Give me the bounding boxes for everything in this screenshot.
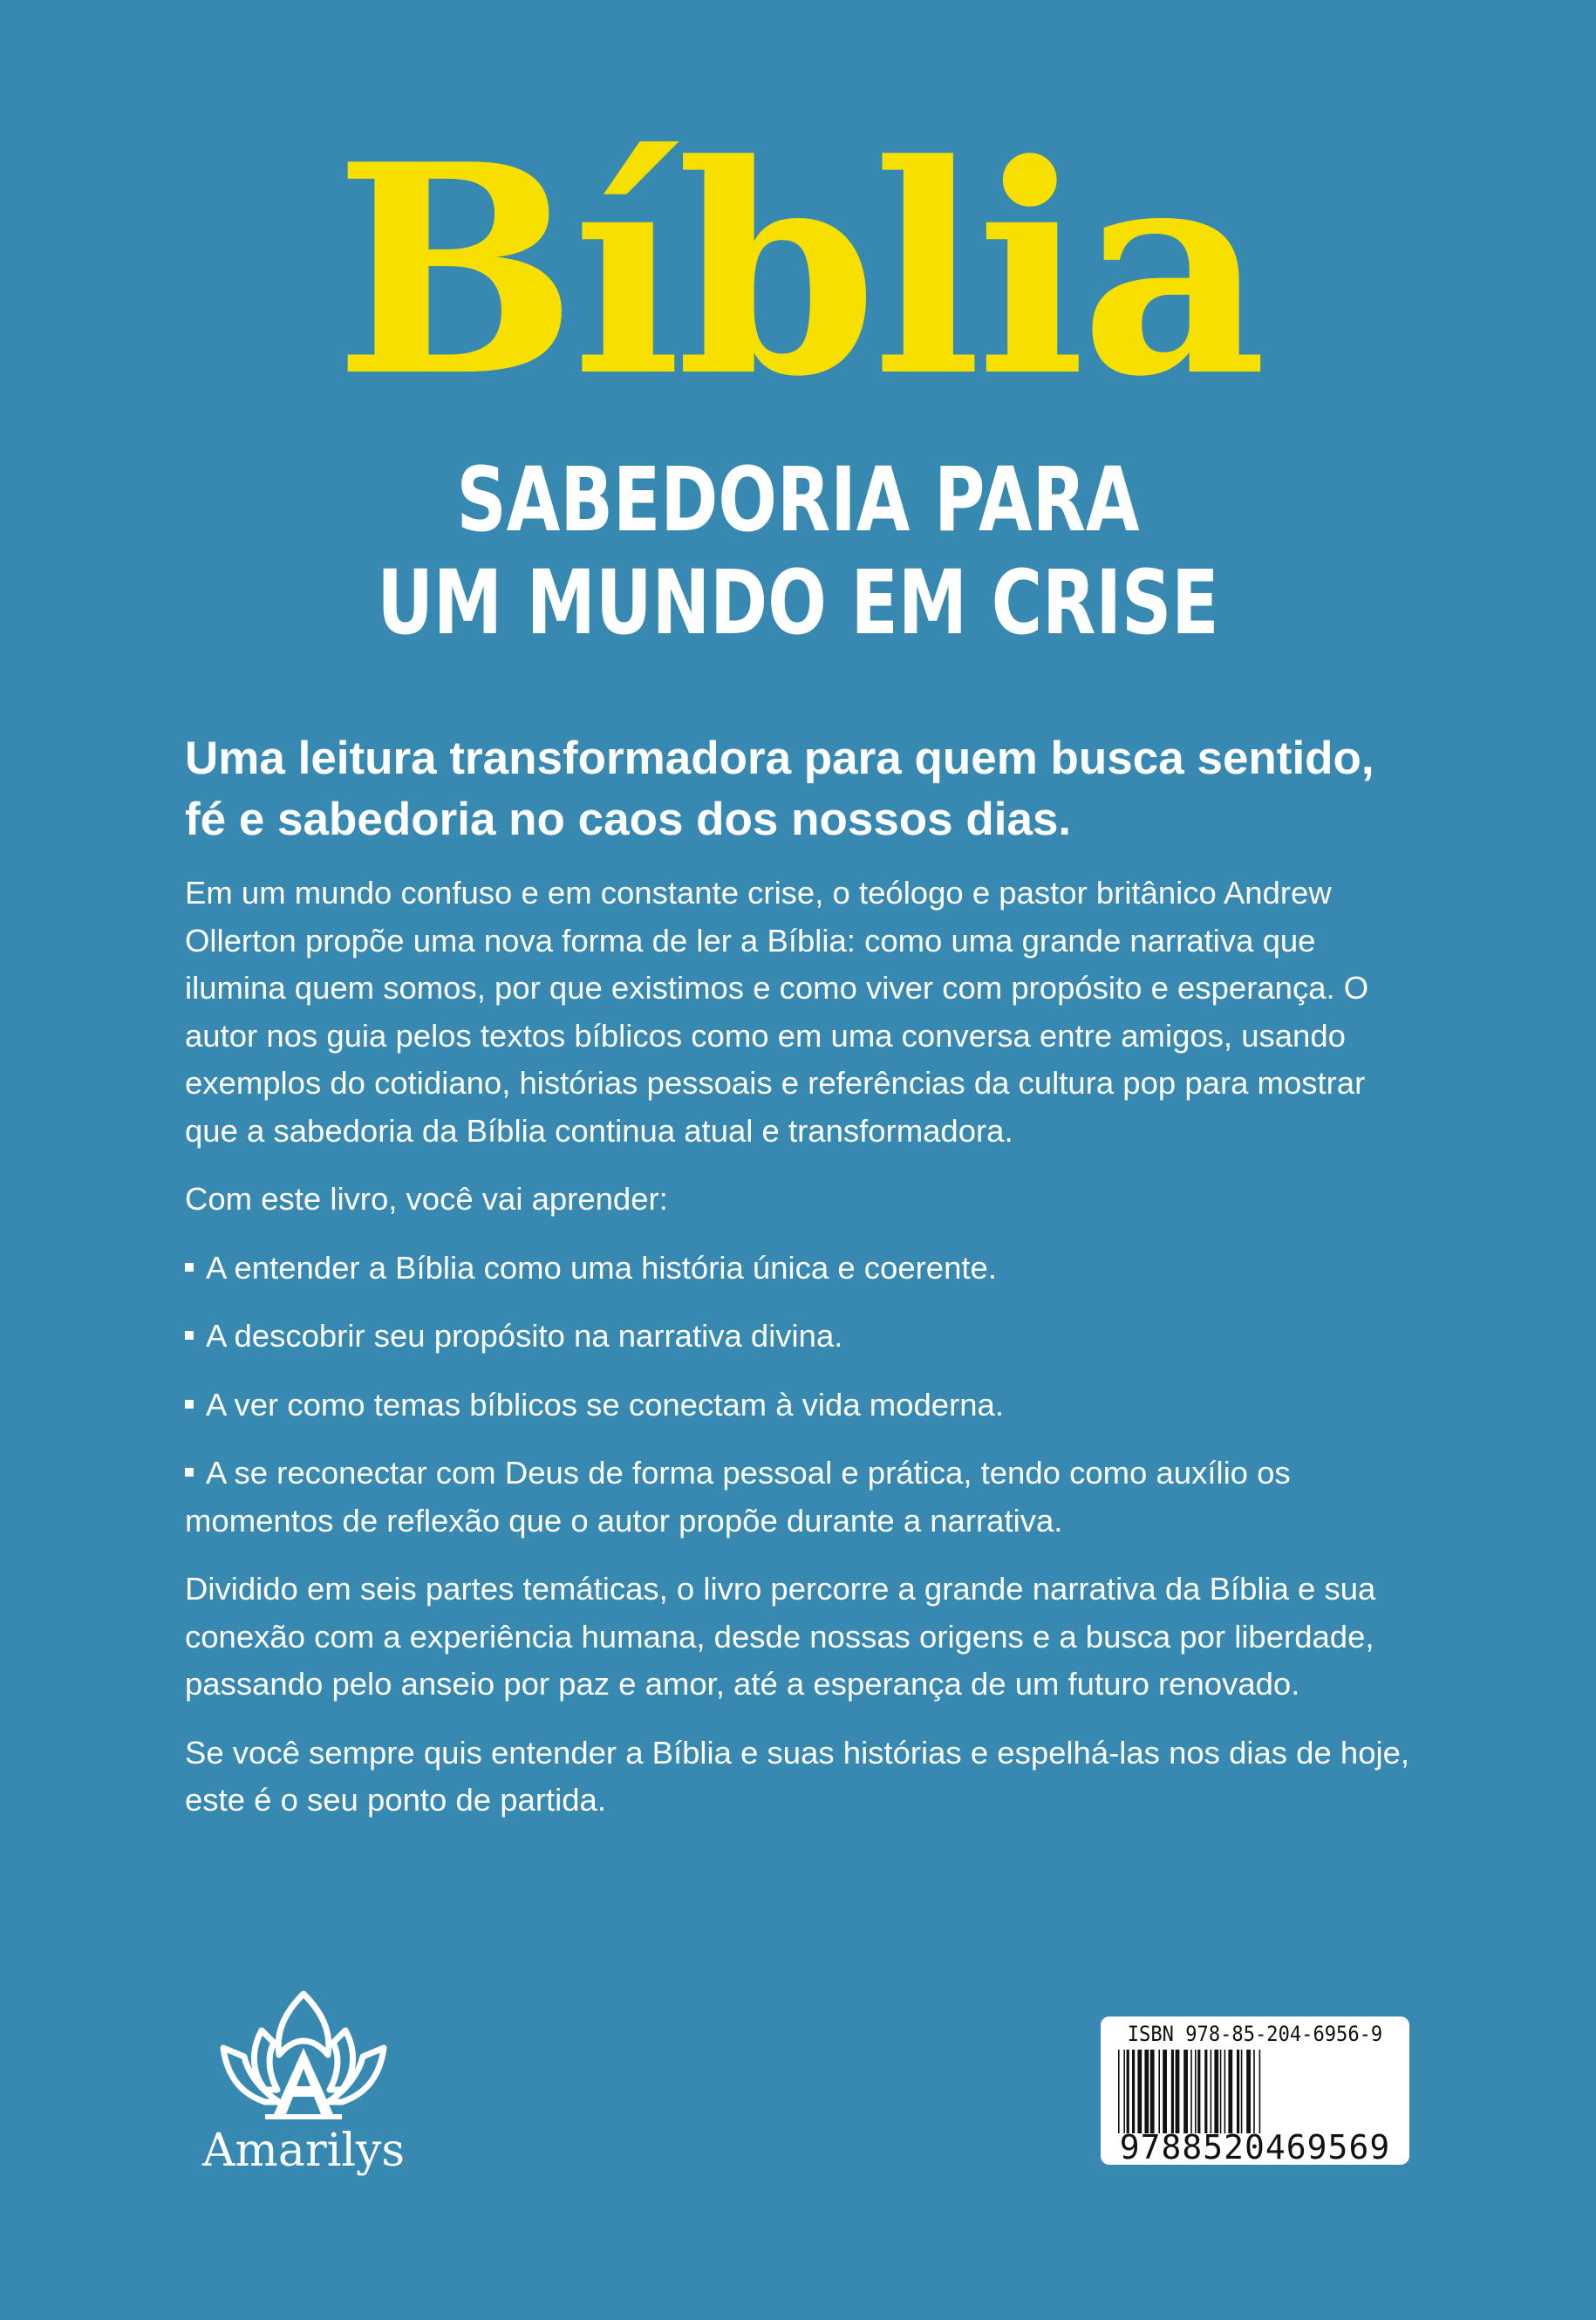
book-subtitle [175, 449, 1420, 655]
bullet-item [185, 1245, 1423, 1293]
bullet-text: A se reconectar com Deus de forma pessoal e prática, tendo como auxílio os momentos de reflexão que o autor propõe durante a narrativa. [185, 1455, 1291, 1539]
bullet-square-icon [185, 1400, 194, 1409]
bullet-text: A entender a Bíblia como uma história única e coerente. [206, 1249, 997, 1286]
bullet-square-icon [185, 1468, 194, 1477]
bullet-text: A descobrir seu propósito na narrativa divina. [206, 1318, 843, 1354]
bullet-square-icon [185, 1331, 194, 1340]
bullet-text: A ver como temas bíblicos se conectam à vida moderna. [206, 1386, 1004, 1423]
paragraph-closing: Se você sempre quis entender a Bíblia e suas histórias e espelhá-las nos dias de hoje, este é o seu ponto de partida. [185, 1734, 1410, 1818]
bullet-item [185, 1313, 1423, 1361]
paragraph-structure: Dividido em seis partes temáticas, o livro percorre a grande narrativa da Bíblia e sua conexão com a experiência humana, desde nossas origens e a busca por liberdade, passando pelo anseio por paz e amor, até a esperança de um futuro renovado. [185, 1571, 1376, 1702]
lotus-a-logo-icon [181, 1987, 426, 2126]
subtitle-line-1: SABEDORIA PARA [456, 448, 1140, 552]
back-cover-text [185, 728, 1423, 1846]
lead-sentence: Uma leitura transformadora para quem busca sentido, fé e sabedoria no caos dos nossos dias. [185, 733, 1374, 845]
ean-digits: 9788520469569 [1119, 2128, 1391, 2166]
book-title: Bíblia [334, 101, 1262, 440]
barcode-label [1101, 2016, 1409, 2165]
subtitle-line-2: UM MUNDO EM CRISE [377, 551, 1219, 655]
paragraph-intro: Em um mundo confuso e em constante crise, o teólogo e pastor britânico Andrew Ollerton propõe uma nova forma de ler a Bíblia: como uma grande narrativa que ilumina quem somos, por que existimos e como viver com propósito e esperança. O autor nos guia pelos textos bíblicos como em uma conversa entre amigos, usando exemplos do cotidiano, histórias pessoais e referências da cultura pop para mostrar que a sabedoria da Bíblia continua atual e transformadora. [185, 875, 1369, 1149]
publisher-name: Amarilys [201, 2125, 406, 2177]
bullet-item [185, 1450, 1423, 1545]
list-intro: Com este livro, você vai aprender: [185, 1181, 668, 1217]
bullet-item [185, 1382, 1423, 1430]
publisher-logo [181, 1987, 426, 2187]
barcode-icon [1116, 2050, 1394, 2133]
bullet-square-icon [185, 1263, 194, 1272]
isbn-text: ISBN 978-85-204-6956-9 [1127, 2022, 1383, 2046]
